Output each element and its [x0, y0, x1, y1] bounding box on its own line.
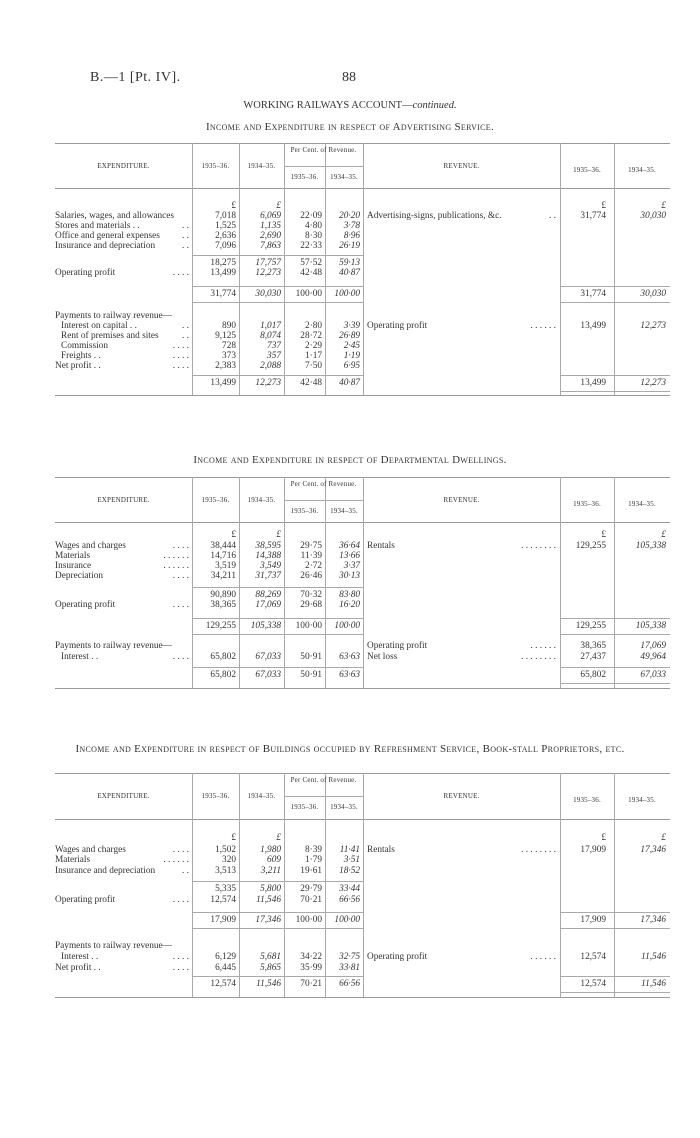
year-header: 1935–36. — [201, 792, 230, 800]
total-rule — [192, 587, 363, 588]
amount-1934: 7,863 — [260, 241, 281, 251]
percent-1935: 70·21 — [300, 979, 322, 989]
revenue-total-rule — [560, 992, 670, 993]
percent-1934: 32·75 — [339, 952, 360, 962]
amount-1934: £ — [276, 201, 281, 211]
amount-1935: £ — [231, 201, 236, 211]
revenue-1934: 49,964 — [640, 652, 666, 662]
year-header: 1934–35. — [628, 499, 656, 508]
year-header: 1934–35. — [628, 165, 656, 174]
amount-1935: 5,335 — [215, 884, 236, 894]
percent-1935: 42·48 — [300, 268, 322, 278]
amount-1934: 14,388 — [255, 551, 281, 561]
account-table — [55, 143, 670, 395]
amount-1935: 17,909 — [210, 915, 236, 925]
amount-1935: 31,774 — [210, 289, 236, 299]
amount-1935: 320 — [222, 855, 236, 865]
percent-year-header: 1935–36. — [290, 803, 319, 811]
amount-1934: 17,346 — [255, 915, 281, 925]
leader-dots: . . . . — [172, 351, 189, 361]
leader-dots: . . . . . . — [163, 551, 189, 561]
column-divider — [560, 143, 561, 395]
percent-1935: 8·39 — [304, 845, 322, 855]
leader-dots: . . — [182, 321, 189, 331]
amount-1934: 11,546 — [256, 895, 281, 905]
amount-1935: 6,129 — [215, 952, 236, 962]
column-divider — [614, 773, 615, 997]
column-divider — [614, 143, 615, 395]
total-rule — [192, 634, 363, 635]
page-title-suffix: continued. — [412, 100, 457, 111]
table-bottom-rule — [55, 997, 670, 998]
amount-1934: 8,074 — [260, 331, 281, 341]
percent-1934: 30·13 — [339, 571, 360, 581]
percent-1935: 70·21 — [300, 895, 322, 905]
revenue-1934: 11,546 — [641, 979, 666, 989]
leader-dots: . . . . — [172, 963, 189, 973]
percent-1935: 29·68 — [300, 600, 322, 610]
revenue-1934: 30,030 — [640, 211, 666, 221]
revenue-total-rule — [560, 976, 670, 977]
revenue-total-rule — [560, 618, 670, 619]
amount-1935: 65,802 — [210, 670, 236, 680]
leader-dots: . . . . — [172, 952, 189, 962]
amount-1935: 2,383 — [215, 361, 236, 371]
amount-1935: 1,525 — [215, 221, 236, 231]
percent-1934: 63·63 — [339, 670, 360, 680]
expenditure-label: Materials — [55, 551, 91, 561]
percent-1935: 50·91 — [300, 652, 322, 662]
year-header: 1934–35. — [247, 792, 276, 800]
total-rule — [192, 286, 363, 287]
percent-1935: 4·80 — [304, 221, 322, 231]
leader-dots: . . . . — [172, 600, 189, 610]
total-rule — [192, 976, 363, 977]
revenue-label: Rentals — [367, 541, 395, 551]
column-divider — [560, 773, 561, 997]
leader-dots: . . . . . . — [530, 952, 556, 962]
amount-1934: 67,033 — [255, 670, 281, 680]
amount-1934: 6,069 — [260, 211, 281, 221]
amount-1935: 90,890 — [210, 590, 236, 600]
percent-year-header: 1934–35. — [330, 172, 358, 181]
column-divider — [363, 477, 364, 688]
amount-1934: 1,135 — [260, 221, 281, 231]
column-divider — [363, 143, 364, 395]
revenue-1934: 67,033 — [640, 670, 666, 680]
percent-1934: 18·52 — [339, 866, 360, 876]
amount-1935: 34,211 — [210, 571, 236, 581]
percent-subheader-rule — [284, 500, 363, 501]
expenditure-label: Interest . . — [61, 652, 99, 662]
amount-1935: 1,502 — [215, 845, 236, 855]
revenue-header: REVENUE. — [443, 495, 480, 504]
leader-dots: . . . . . . — [530, 641, 556, 651]
amount-1934: 88,269 — [255, 590, 281, 600]
percent-year-header: 1934–35. — [330, 506, 358, 515]
year-header: 1934–35. — [247, 495, 276, 504]
revenue-total-rule — [560, 286, 670, 287]
revenue-label: Operating profit — [367, 321, 428, 331]
percent-1934: 3·39 — [343, 321, 360, 331]
percent-1934: 20·20 — [339, 211, 360, 221]
account-table — [55, 773, 670, 997]
revenue-1934: 11,546 — [641, 952, 666, 962]
amount-1935: 3,519 — [215, 561, 236, 571]
year-header: 1935–36. — [201, 161, 230, 170]
leader-dots: . . . . . . . . — [521, 845, 556, 855]
year-header: 1934–35. — [247, 161, 276, 170]
year-header: 1935–36. — [573, 499, 601, 508]
amount-1935: £ — [231, 530, 236, 540]
amount-1934: 17,069 — [255, 600, 281, 610]
leader-dots: . . . . . . — [163, 561, 189, 571]
column-divider — [363, 773, 364, 997]
amount-1934: 11,546 — [256, 979, 281, 989]
amount-1934: 1,017 — [260, 321, 281, 331]
percent-1935: 8·30 — [304, 231, 322, 241]
percent-1935: 34·22 — [300, 952, 322, 962]
year-header: 1934–35. — [628, 796, 656, 804]
percent-1934: 63·63 — [339, 652, 360, 662]
revenue-total-rule — [560, 928, 670, 929]
year-header: 1935–36. — [201, 495, 230, 504]
percent-1934: 3·51 — [343, 855, 360, 865]
amount-1934: 609 — [267, 855, 281, 865]
section-title: Income and Expenditure in respect of Departmental Dwellings. — [193, 454, 507, 466]
revenue-header: REVENUE. — [443, 161, 480, 170]
percent-header: Per Cent. of Revenue. — [290, 776, 357, 784]
expenditure-label: Net profit . . — [55, 963, 101, 973]
percent-1934: 26·89 — [339, 331, 360, 341]
revenue-1935: 38,365 — [580, 641, 606, 651]
revenue-1934: £ — [661, 530, 666, 540]
percent-1934: 8·96 — [343, 231, 360, 241]
leader-dots: . . — [549, 211, 556, 221]
revenue-1934: 17,346 — [640, 845, 666, 855]
amount-1934: 12,273 — [255, 268, 281, 278]
amount-1935: 2,636 — [215, 231, 236, 241]
revenue-header: REVENUE. — [443, 792, 480, 800]
amount-1934: 67,033 — [255, 652, 281, 662]
percent-1935: 1·17 — [304, 351, 322, 361]
amount-1935: 129,255 — [205, 621, 236, 631]
leader-dots: . . . . — [172, 895, 189, 905]
total-rule — [192, 375, 363, 376]
amount-1934: 1,980 — [260, 845, 281, 855]
percent-1934: 13·66 — [339, 551, 360, 561]
percent-header: Per Cent. of Revenue. — [290, 146, 357, 154]
revenue-1934: 12,273 — [640, 321, 666, 331]
revenue-1934: £ — [661, 833, 666, 843]
expenditure-label: Payments to railway revenue— — [55, 941, 172, 951]
revenue-1935: 31,774 — [580, 289, 606, 299]
table-bottom-rule — [55, 395, 670, 396]
amount-1935: 890 — [222, 321, 236, 331]
amount-1935: 65,802 — [210, 652, 236, 662]
percent-1934: 33·44 — [339, 884, 360, 894]
amount-1935: 38,365 — [210, 600, 236, 610]
amount-1935: 728 — [222, 341, 236, 351]
revenue-1935: 12,574 — [580, 952, 606, 962]
amount-1934: 2,690 — [260, 231, 281, 241]
percent-1935: 26·46 — [300, 571, 322, 581]
percent-1934: 3·37 — [343, 561, 360, 571]
expenditure-label: Interest on capital . . — [61, 321, 137, 331]
expenditure-label: Office and general expenses — [55, 231, 160, 241]
expenditure-label: Rent of premises and sites — [61, 331, 159, 341]
revenue-label: Advertising-signs, publications, &c. — [367, 211, 502, 221]
amount-1934: 105,338 — [250, 621, 281, 631]
leader-dots: . . . . — [172, 268, 189, 278]
amount-1934: 3,549 — [260, 561, 281, 571]
percent-1934: 3·78 — [343, 221, 360, 231]
percent-1935: 57·52 — [300, 258, 322, 268]
revenue-total-rule — [560, 683, 670, 684]
percent-1935: 28·72 — [300, 331, 322, 341]
percent-1935: 22·09 — [300, 211, 322, 221]
total-rule — [192, 881, 363, 882]
percent-1934: 100·00 — [334, 289, 360, 299]
expenditure-label: Wages and charges — [55, 845, 126, 855]
expenditure-label: Wages and charges — [55, 541, 126, 551]
expenditure-label: Materials — [55, 855, 91, 865]
total-rule — [192, 667, 363, 668]
amount-1934: 737 — [267, 341, 281, 351]
expenditure-label: Insurance and depreciation — [55, 241, 156, 251]
expenditure-label: Payments to railway revenue— — [55, 311, 172, 321]
revenue-1935: 65,802 — [580, 670, 606, 680]
leader-dots: . . — [182, 241, 189, 251]
revenue-1935: 129,255 — [575, 621, 606, 631]
percent-1934: 26·19 — [339, 241, 360, 251]
percent-1934: 33·81 — [339, 963, 360, 973]
amount-1935: 12,574 — [210, 979, 236, 989]
expenditure-header: EXPENDITURE. — [97, 495, 150, 504]
revenue-total-rule — [560, 375, 670, 376]
total-rule — [192, 912, 363, 913]
percent-1935: 7·50 — [304, 361, 322, 371]
revenue-1935: £ — [601, 530, 606, 540]
amount-1935: 7,096 — [215, 241, 236, 251]
percent-1934: 59·13 — [339, 258, 360, 268]
total-rule — [192, 302, 363, 303]
percent-1934: 11·41 — [339, 845, 360, 855]
percent-year-header: 1934–35. — [330, 803, 358, 811]
expenditure-label: Insurance and depreciation — [55, 866, 156, 876]
total-rule — [192, 618, 363, 619]
amount-1935: 12,574 — [210, 895, 236, 905]
revenue-1934: 30,030 — [640, 289, 666, 299]
section-title: Income and Expenditure in respect of Advertising Service. — [205, 121, 495, 133]
amount-1934: 30,030 — [255, 289, 281, 299]
leader-dots: . . . . — [172, 541, 189, 551]
percent-1934: 40·87 — [339, 268, 360, 278]
revenue-1935: 27,437 — [580, 652, 606, 662]
revenue-1934: £ — [661, 201, 666, 211]
leader-dots: . . — [182, 221, 189, 231]
percent-1934: 83·80 — [339, 590, 360, 600]
percent-1935: 35·99 — [300, 963, 322, 973]
amount-1935: 14,716 — [210, 551, 236, 561]
percent-subheader-rule — [284, 796, 363, 797]
percent-1935: 2·72 — [304, 561, 322, 571]
revenue-1934: 105,338 — [635, 541, 666, 551]
percent-1934: 36·64 — [339, 541, 360, 551]
revenue-1935: 13,499 — [580, 321, 606, 331]
percent-1935: 100·00 — [295, 621, 322, 631]
revenue-label: Operating profit — [367, 641, 428, 651]
revenue-1935: 12,574 — [580, 979, 606, 989]
leader-dots: . . . . . . . . — [521, 541, 556, 551]
revenue-1935: £ — [601, 833, 606, 843]
revenue-1934: 17,346 — [640, 915, 666, 925]
total-rule — [192, 255, 363, 256]
revenue-label: Rentals — [367, 845, 395, 855]
amount-1934: £ — [276, 833, 281, 843]
revenue-1935: 17,909 — [580, 845, 606, 855]
percent-1935: 42·48 — [300, 378, 322, 388]
amount-1934: 5,800 — [260, 884, 281, 894]
amount-1935: 13,499 — [210, 268, 236, 278]
expenditure-label: Depreciation — [55, 571, 104, 581]
revenue-total-rule — [560, 391, 670, 392]
account-table — [55, 477, 670, 688]
leader-dots: . . . . — [172, 845, 189, 855]
revenue-label: Net loss — [367, 652, 398, 662]
revenue-1934: 105,338 — [635, 621, 666, 631]
revenue-1935: 13,499 — [580, 378, 606, 388]
amount-1934: 31,737 — [255, 571, 281, 581]
percent-1935: 11·39 — [300, 551, 322, 561]
percent-1935: 50·91 — [300, 670, 322, 680]
revenue-total-rule — [560, 302, 670, 303]
percent-1935: 29·75 — [300, 541, 322, 551]
revenue-total-rule — [560, 912, 670, 913]
percent-1935: 1·79 — [304, 855, 322, 865]
leader-dots: . . . . . . — [163, 855, 189, 865]
leader-dots: . . . . . . — [530, 321, 556, 331]
expenditure-label: Net profit . . — [55, 361, 101, 371]
amount-1935: £ — [231, 833, 236, 843]
revenue-1934: 17,069 — [640, 641, 666, 651]
amount-1934: £ — [276, 530, 281, 540]
revenue-1935: 31,774 — [580, 211, 606, 221]
percent-1935: 22·33 — [300, 241, 322, 251]
amount-1934: 17,757 — [255, 258, 281, 268]
percent-year-header: 1935–36. — [290, 172, 319, 181]
document-reference: B.—1 [Pt. IV]. — [90, 70, 181, 85]
page-title — [0, 100, 700, 111]
percent-1935: 19·61 — [300, 866, 322, 876]
leader-dots: . . — [182, 331, 189, 341]
year-header: 1935–36. — [573, 796, 601, 804]
expenditure-label: Payments to railway revenue— — [55, 641, 172, 651]
percent-1935: 100·00 — [295, 915, 322, 925]
total-rule — [192, 928, 363, 929]
leader-dots: . . . . — [172, 652, 189, 662]
expenditure-label: Operating profit — [55, 268, 116, 278]
percent-1934: 100·00 — [334, 621, 360, 631]
year-header: 1935–36. — [573, 165, 601, 174]
percent-1934: 2·45 — [343, 341, 360, 351]
page-title-text: WORKING RAILWAYS ACCOUNT— — [243, 100, 413, 111]
percent-1935: 100·00 — [295, 289, 322, 299]
leader-dots: . . . . — [172, 341, 189, 351]
percent-header: Per Cent. of Revenue. — [290, 480, 357, 488]
amount-1935: 9,125 — [215, 331, 236, 341]
amount-1934: 38,595 — [255, 541, 281, 551]
percent-1934: 100·00 — [334, 915, 360, 925]
amount-1935: 13,499 — [210, 378, 236, 388]
expenditure-label: Insurance — [55, 561, 92, 571]
leader-dots: . . — [182, 866, 189, 876]
amount-1934: 12,273 — [255, 378, 281, 388]
amount-1935: 3,513 — [215, 866, 236, 876]
percent-1934: 16·20 — [339, 600, 360, 610]
page-number: 88 — [342, 70, 356, 85]
revenue-total-rule — [560, 667, 670, 668]
percent-1935: 2·80 — [304, 321, 322, 331]
percent-subheader-rule — [284, 166, 363, 167]
leader-dots: . . . . — [172, 361, 189, 371]
amount-1935: 373 — [222, 351, 236, 361]
expenditure-label: Commission — [61, 341, 109, 351]
expenditure-label: Operating profit — [55, 600, 116, 610]
revenue-1935: 129,255 — [575, 541, 606, 551]
revenue-1935: £ — [601, 201, 606, 211]
amount-1935: 38,444 — [210, 541, 236, 551]
revenue-total-rule — [560, 634, 670, 635]
percent-1935: 70·32 — [300, 590, 322, 600]
expenditure-header: EXPENDITURE. — [97, 161, 150, 170]
amount-1935: 18,275 — [210, 258, 236, 268]
expenditure-label: Freights . . — [61, 351, 101, 361]
amount-1934: 3,211 — [260, 866, 281, 876]
leader-dots: . . . . . . . . — [521, 652, 556, 662]
amount-1934: 5,681 — [260, 952, 281, 962]
percent-1934: 6·95 — [343, 361, 360, 371]
percent-1934: 40·87 — [339, 378, 360, 388]
amount-1934: 5,865 — [260, 963, 281, 973]
amount-1934: 2,088 — [260, 361, 281, 371]
percent-1934: 66·56 — [339, 979, 360, 989]
amount-1935: 7,018 — [215, 211, 236, 221]
section-title: Income and Expenditure in respect of Buildings occupied by Refreshment Service, Book-stall Proprietors, etc. — [75, 743, 625, 755]
percent-year-header: 1935–36. — [290, 506, 319, 515]
revenue-1935: 17,909 — [580, 915, 606, 925]
amount-1934: 357 — [267, 351, 281, 361]
expenditure-label: Salaries, wages, and allowances — [55, 211, 175, 221]
revenue-1934: 12,273 — [640, 378, 666, 388]
percent-1935: 29·79 — [300, 884, 322, 894]
percent-1935: 2·29 — [304, 341, 322, 351]
leader-dots: . . . . — [172, 571, 189, 581]
percent-1934: 66·56 — [339, 895, 360, 905]
expenditure-label: Stores and materials . . — [55, 221, 140, 231]
expenditure-header: EXPENDITURE. — [97, 792, 150, 800]
revenue-label: Operating profit — [367, 952, 428, 962]
amount-1935: 6,445 — [215, 963, 236, 973]
expenditure-label: Operating profit — [55, 895, 116, 905]
percent-1934: 1·19 — [343, 351, 360, 361]
expenditure-label: Interest . . — [61, 952, 99, 962]
leader-dots: . . — [182, 231, 189, 241]
table-bottom-rule — [55, 688, 670, 689]
